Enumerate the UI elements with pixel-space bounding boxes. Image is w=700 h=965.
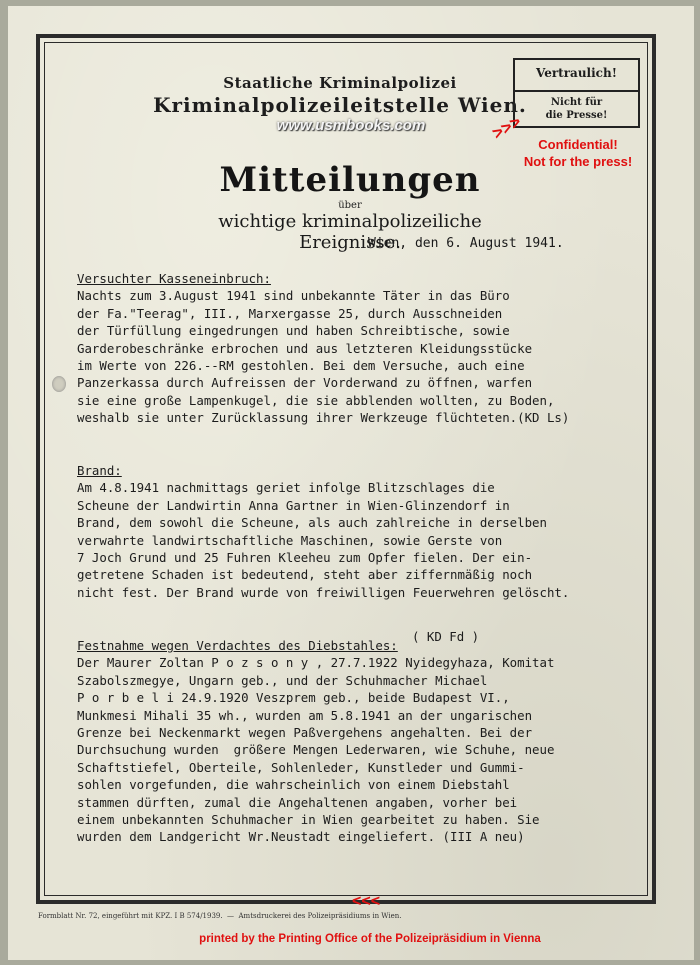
confidential-divider <box>515 90 638 92</box>
text-line: Szabolszmegye, Ungarn geb., und der Schuhmacher Michael <box>77 672 488 688</box>
text-line: Der Maurer Zoltan P o z s o n y , 27.7.1922 Nyidegyhaza, Komitat <box>77 655 555 671</box>
text-line: Brand, dem sowohl die Scheune, als auch zahlreiche in derselben <box>77 515 547 531</box>
section-fire-signature: ( KD Fd ) <box>412 629 480 644</box>
punch-hole <box>52 376 66 392</box>
confidential-label: Vertraulich! <box>536 66 617 80</box>
section-heading: Brand: <box>77 463 122 478</box>
text-line: Garderobeschränke erbrochen und aus letzteren Kleidungsstücke <box>77 340 533 356</box>
text-line: Scheune der Landwirtin Anna Gartner in Wien-Glinzendorf in <box>77 497 510 513</box>
text-line: wurden dem Landgericht Wr.Neustadt eingeliefert. (III A neu) <box>77 829 525 845</box>
text-line: der Türfüllung eingedrungen und haben Schreibtische, sowie <box>77 323 510 339</box>
text-line: Munkmesi Mihali 35 wh., wurden am 5.8.1941 an der ungarischen <box>77 707 533 723</box>
not-for-press-line2: die Presse! <box>545 110 608 121</box>
text-line: Schaftstiefel, Oberteile, Sohlenleder, Kunstleder und Gummi- <box>77 759 525 775</box>
section-theft-arrest <box>77 637 637 846</box>
section-heading: Festnahme wegen Verdachtes des Diebstahles: <box>77 638 398 653</box>
form-footer-imprint: Formblatt Nr. 72, eingeführt mit KPZ. I B 574/1939. — Amtsdruckerei des Polizeipräsidiums in Wien. <box>38 912 402 920</box>
header-office: Kriminalpolizeileitstelle Wien. <box>153 93 527 117</box>
text-line: nicht fest. Der Brand wurde von freiwilligen Feuerwehren gelöscht. <box>77 584 570 600</box>
title-connector: über <box>338 200 362 211</box>
text-line: Durchsuchung wurden größere Mengen Lederwaren, wie Schuhe, neue <box>77 742 555 758</box>
text-line: im Werte von 226.--RM gestohlen. Bei dem Versuche, auch eine <box>77 358 525 374</box>
text-line: weshalb sie unter Zurücklassung ihrer Werkzeuge flüchteten.(KD Ls) <box>77 410 570 426</box>
header-agency: Staatliche Kriminalpolizei <box>223 74 457 92</box>
text-line: der Fa."Teerag", III., Marxergasse 25, durch Ausschneiden <box>77 305 503 321</box>
annotation-confidential-note <box>508 136 648 170</box>
text-line: getretene Schaden ist bedeutend, steht aber ziffernmäßig noch <box>77 567 533 583</box>
text-line: verwahrte landwirtschaftliche Maschinen, sowie Gerste von <box>77 532 503 548</box>
text-line: 7 Joch Grund und 25 Fuhren Kleeheu zum Opfer fielen. Der ein- <box>77 550 533 566</box>
section-attempted-safe-burglary <box>77 270 637 427</box>
text-line: Am 4.8.1941 nachmittags geriet infolge Blitzschlages die <box>77 480 495 496</box>
text-line: sie eine große Lampenkugel, die sie abblenden wollten, zu Boden, <box>77 392 555 408</box>
annotation-arrows-bottom: <<< <box>352 893 381 910</box>
not-for-press-label <box>515 96 638 122</box>
annotation-note-line1: Confidential! <box>538 137 618 152</box>
document-date: Wien, den 6. August 1941. <box>368 236 564 251</box>
document-subtitle: wichtige kriminalpolizeiliche Ereignisse. <box>218 211 482 253</box>
annotation-arrows-top: >>> <box>488 111 525 144</box>
not-for-press-line1: Nicht für <box>550 97 603 108</box>
text-line: Panzerkassa durch Aufreissen der Vorderwand zu öffnen, warfen <box>77 375 533 391</box>
confidential-box <box>513 58 640 128</box>
annotation-printing-office-note: printed by the Printing Office of the Polizeipräsidium in Vienna <box>199 933 541 945</box>
text-line: stammen dürften, zumal die Angehaltenen angaben, vorher bei <box>77 794 518 810</box>
section-heading: Versuchter Kasseneinbruch: <box>77 271 271 286</box>
document-title: Mitteilungen <box>219 160 481 200</box>
annotation-note-line2: Not for the press! <box>523 154 633 169</box>
watermark: www.usmbooks.com <box>276 117 426 134</box>
text-line: einem unbekannten Schuhmacher in Wien gearbeitet zu haben. Sie <box>77 812 540 828</box>
text-line: sohlen vorgefunden, die wahrscheinlich von einem Diebstahl <box>77 777 510 793</box>
section-fire <box>77 462 637 601</box>
text-line: Nachts zum 3.August 1941 sind unbekannte Täter in das Büro <box>77 288 510 304</box>
text-line: P o r b e l i 24.9.1920 Veszprem geb., beide Budapest VI., <box>77 690 510 706</box>
text-line: Grenze bei Neckenmarkt wegen Paßvergehens angehalten. Bei der <box>77 725 533 741</box>
